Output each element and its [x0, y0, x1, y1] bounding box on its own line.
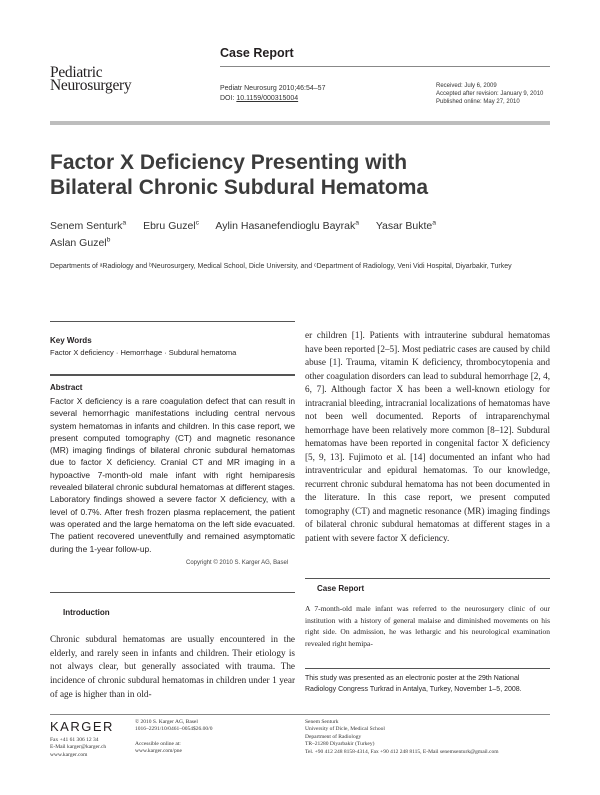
abstract-text: Factor X deficiency is a rare coagulation defect that can result in several hemorrhagic manifestations including central nervous system hematomas in infants and children. In this case report, we present computed tomography (CT) and magnetic resonance (MR) imaging findings of bilateral chronic subdural hematomas due to factor X deficiency. Cranial CT and MR imaging in a hypoactive 7-month-old male infant with right hemiparesis revealed bilateral chronic subdural hematomas at different stages. Laboratory findings showed a severe factor X deficiency, with a level of 0.7%. After fresh frozen plasma replacement, the patient was operated and the large hematoma on the left side evacuated. The patient recovered uneventfully and remained asymptomatic during the 1-year follow-up. [50, 396, 295, 554]
journal-logo [50, 66, 131, 92]
issn: 1016–2291/10/0461–0054$26.00/0 [135, 726, 213, 733]
case-report-heading: Case Report [317, 584, 365, 593]
case-report-text: A 7-month-old male infant was referred to the neurosurgery clinic of our institution with a history of general malaise and diminished movements on his right side. On admission, he was lethargic and his neurological examination revealed right hemipa- [305, 604, 550, 648]
author: Ebru Guzel$^c$ [143, 219, 200, 232]
doi-label: DOI: [220, 95, 237, 102]
publisher-logo: KARGER [50, 719, 114, 734]
report-type: Case Report [220, 46, 294, 60]
presentation-note: This study was presented as an electronic poster at the 29th National Radiology Congress Turkrad in Antalya, Turkey, November 1–5, 2008. [305, 675, 522, 693]
corr-institution: University of Dicle, Medical School [305, 726, 385, 733]
introduction-heading: Introduction [63, 608, 110, 617]
abstract-copyright: Copyright © 2010 S. Karger AG, Basel [186, 560, 289, 566]
journal-logo-line2: Neurosurgery [50, 77, 132, 94]
title-line-1: Factor X Deficiency Presenting with [50, 151, 408, 174]
author: Senem Senturk$^a$ [50, 219, 127, 232]
accessible-label: Accessible online at: [135, 740, 181, 747]
note-divider [305, 668, 550, 669]
title-rule [50, 121, 550, 125]
doi-line [220, 94, 325, 104]
accepted-date: Accepted after revision: January 9, 2010 [436, 91, 544, 97]
published-date: Published online: May 27, 2010 [436, 99, 520, 105]
introduction-divider [50, 592, 295, 593]
publication-info [135, 719, 212, 756]
footer-copyright: © 2010 S. Karger AG, Basel [135, 719, 198, 725]
divider [50, 321, 295, 322]
corr-department: Department of Radiology [305, 733, 362, 740]
introduction-text: Chronic subdural hematomas are usually encountered in the elderly, and rarely seen in infants and children. Their etiology is not always clear, but generally associated with trauma. The incidence of chronic subdural hematomas in children under 1 year of age is higher than in old- [50, 634, 295, 699]
abstract-divider [50, 374, 295, 376]
journal-url[interactable]: www.karger.com/pne [135, 748, 182, 755]
correspondence [305, 719, 499, 756]
affiliation: Departments of ᵃRadiology and ᵇNeurosurgery, Medical School, Dicle University, and ᶜDepartment of Radiology, Veni Vidi Hospital, Diyarbakir, Turkey [50, 263, 512, 270]
publisher-fax: Fax +41 61 306 12 34 [50, 737, 99, 743]
author: Aylin Hasanefendioglu Bayrak$^a$ [215, 219, 360, 232]
footer-rule [50, 714, 550, 715]
header-rule [220, 66, 550, 67]
article-title [50, 150, 550, 200]
journal-logo-line1: Pediatric [50, 64, 103, 81]
author: Yasar Bukte$^a$ [375, 219, 437, 232]
citation: Pediatr Neurosurg 2010;46:54–57 [220, 85, 326, 92]
article-history [436, 82, 543, 106]
publisher-email[interactable]: E-Mail karger@karger.ch [50, 744, 107, 751]
corr-city: TR–21280 Diyarbakir (Turkey) [305, 741, 375, 748]
title-line-2: Bilateral Chronic Subdural Hematoma [50, 176, 429, 199]
corr-contact: Tel. +90 412 248 8158-4314, Fax +90 412 248 8115, E-Mail senemsenturk@gmail.com [305, 748, 499, 755]
keywords-heading: Key Words [50, 336, 92, 345]
author-list [50, 218, 550, 252]
publisher-website[interactable]: www.karger.com [50, 751, 88, 758]
author: Aslan Guzel$^b$ [50, 236, 111, 249]
citation-block [220, 84, 325, 104]
abstract-heading: Abstract [50, 383, 83, 392]
publisher-contact [50, 737, 106, 759]
case-report-divider [305, 578, 550, 579]
corr-name: Senem Senturk [305, 719, 339, 725]
body-text-right-column: er children [1]. Patients with intrauterine subdural hematomas have been reported [2–5]. Most pediatric cases are caused by child abuse [1]. Trauma, vitamin K deficiency, thrombocytopenia and other coagulation disorders can lead to subdural hemorrhage [2, 4, 6, 7]. Although factor X has been a well-known etiology for intracranial bleeding, intracranial localizations of hematomas have not been well documented. Reports of intraparenchymal hemorrhage have been relatively more common [8–12]. Subdural hematomas have been reported in congenital factor X deficiency [5, 9, 13]. Fujimoto et al. [14] documented an infant who had intraventricular and epidural hematomas. To our knowledge, recurrent chronic subdural hematoma has not been documented in the literature. In this case report, we present computed tomography (CT) and magnetic resonance (MR) imaging findings of bilateral chronic subdural hematomas at different stages in a patient with severe factor X deficiency. [305, 330, 550, 543]
doi-link[interactable]: 10.1159/000315004 [236, 95, 299, 102]
received-date: Received: July 6, 2009 [436, 83, 497, 89]
keywords-text: Factor X deficiency · Hemorrhage · Subdural hematoma [50, 348, 237, 357]
